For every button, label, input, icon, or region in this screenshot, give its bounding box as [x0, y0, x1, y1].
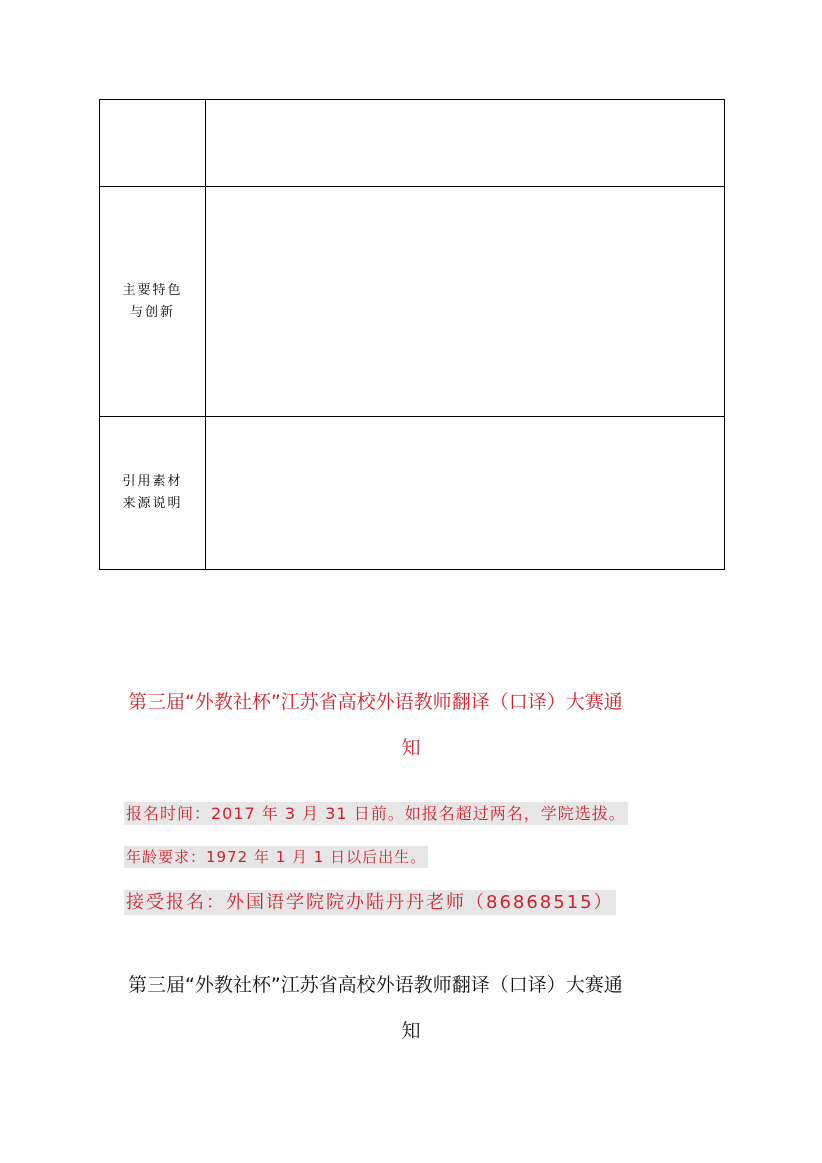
registration-time-note [124, 801, 628, 824]
notice-title-line2: 知 [401, 1020, 421, 1042]
age-requirement-text: 年龄要求：1972 年 1 月 1 日以后出生。 [126, 848, 427, 866]
table-row [100, 100, 725, 187]
row-content-cell [206, 100, 725, 187]
row-label-line2: 与创新 [129, 304, 175, 320]
row-label-line1: 主要特色 [122, 282, 183, 298]
notice-title-line1: 第三届“外教社杯”江苏省高校外语教师翻译（口译）大赛通 [128, 974, 623, 996]
row-label-cell [100, 187, 206, 417]
notice-title-red [128, 690, 694, 760]
row-label-cell [100, 100, 206, 187]
notice-title-line2: 知 [401, 737, 421, 759]
application-form-table [99, 99, 725, 570]
table-row [100, 417, 725, 570]
notice-title-black [128, 973, 694, 1043]
row-content-cell [206, 417, 725, 570]
table-row [100, 187, 725, 417]
age-requirement-note [124, 846, 428, 867]
row-label-line2: 来源说明 [122, 496, 183, 511]
row-label-line1: 引用素材 [122, 474, 183, 489]
notice-title-line1: 第三届“外教社杯”江苏省高校外语教师翻译（口译）大赛通 [128, 691, 623, 713]
row-label-cell [100, 417, 206, 570]
row-content-cell [206, 187, 725, 417]
registration-time-text: 报名时间：2017 年 3 月 31 日前。如报名超过两名，学院选拔。 [126, 804, 626, 823]
registration-contact-text: 接受报名：外国语学院院办陆丹丹老师（86868515） [126, 892, 614, 913]
registration-contact-note [124, 888, 616, 914]
